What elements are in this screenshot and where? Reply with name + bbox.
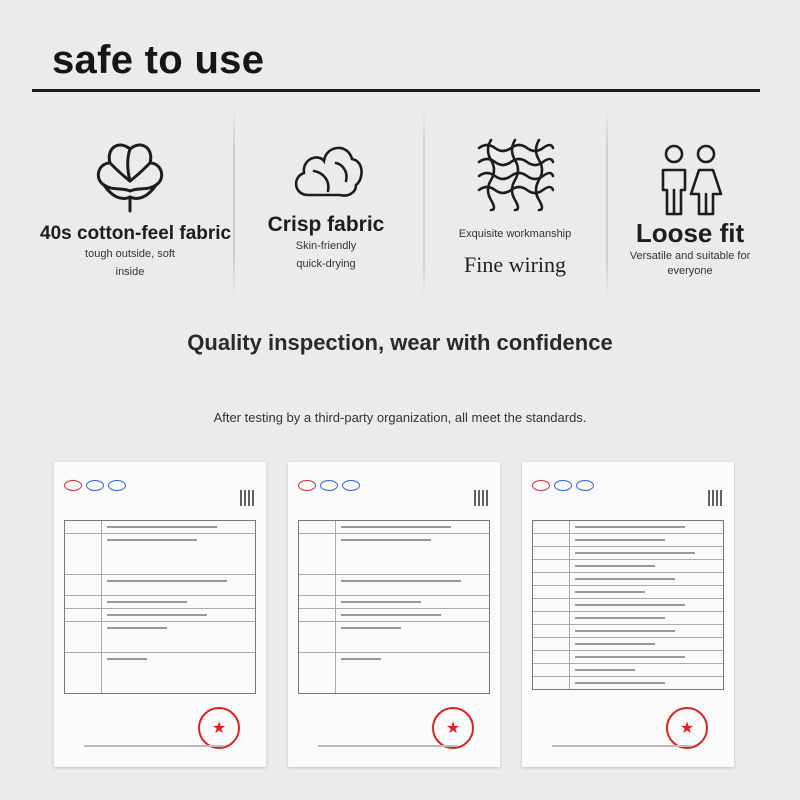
cma-logo	[532, 480, 550, 491]
cma-logo	[298, 480, 316, 491]
report-table	[532, 520, 724, 690]
cnas-logo	[108, 480, 126, 491]
qr-code	[708, 490, 724, 506]
report-footer	[84, 745, 224, 747]
ilac-logo	[320, 480, 338, 491]
feature-crisp	[246, 135, 406, 273]
feature-title: 40s cotton-feel fabric	[40, 223, 232, 244]
test-report-image	[288, 462, 500, 767]
red-star-seal: ★	[666, 707, 708, 749]
cnas-logo	[342, 480, 360, 491]
report-header	[64, 476, 256, 494]
feature-subtitle: inside	[115, 266, 145, 278]
test-report-image	[522, 462, 734, 767]
ilac-logo	[86, 480, 104, 491]
testing-note: After testing by a third-party organization, all meet the standards.	[213, 410, 587, 425]
divider	[423, 108, 425, 298]
feature-loose-fit	[620, 142, 760, 279]
cotton-boll-icon	[88, 135, 172, 215]
cloud-icon	[286, 135, 366, 205]
feature-workmanship	[440, 138, 590, 278]
wavy-weave-icon	[473, 138, 557, 212]
qr-code	[474, 490, 490, 506]
qr-code	[240, 490, 256, 506]
divider	[606, 108, 608, 298]
feature-pretext: Exquisite workmanship	[458, 228, 572, 240]
feature-subtitle: quick-drying	[296, 258, 356, 270]
red-star-seal: ★	[432, 707, 474, 749]
report-table	[298, 520, 490, 694]
page-title: safe to use	[52, 38, 265, 82]
ilac-logo	[554, 480, 572, 491]
feature-title: Loose fit	[635, 218, 745, 248]
report-footer	[552, 745, 692, 747]
report-header	[532, 476, 724, 494]
quality-heading: Quality inspection, wear with confidence	[187, 330, 613, 355]
divider	[233, 108, 235, 298]
feature-title: Fine wiring	[463, 252, 567, 277]
red-star-seal: ★	[198, 707, 240, 749]
cma-logo	[64, 480, 82, 491]
boy-girl-icon	[655, 142, 725, 218]
feature-cotton	[40, 135, 232, 281]
feature-subtitle: tough outside, soft	[85, 248, 175, 260]
report-table	[64, 520, 256, 694]
cnas-logo	[576, 480, 594, 491]
feature-subtitle: Versatile and suitable for	[629, 250, 751, 262]
report-footer	[318, 745, 458, 747]
title-underline	[32, 89, 760, 92]
feature-subtitle: everyone	[667, 265, 713, 277]
feature-title: Crisp fabric	[267, 213, 385, 236]
feature-subtitle: Skin-friendly	[295, 240, 357, 252]
test-report-image	[54, 462, 266, 767]
report-header	[298, 476, 490, 494]
